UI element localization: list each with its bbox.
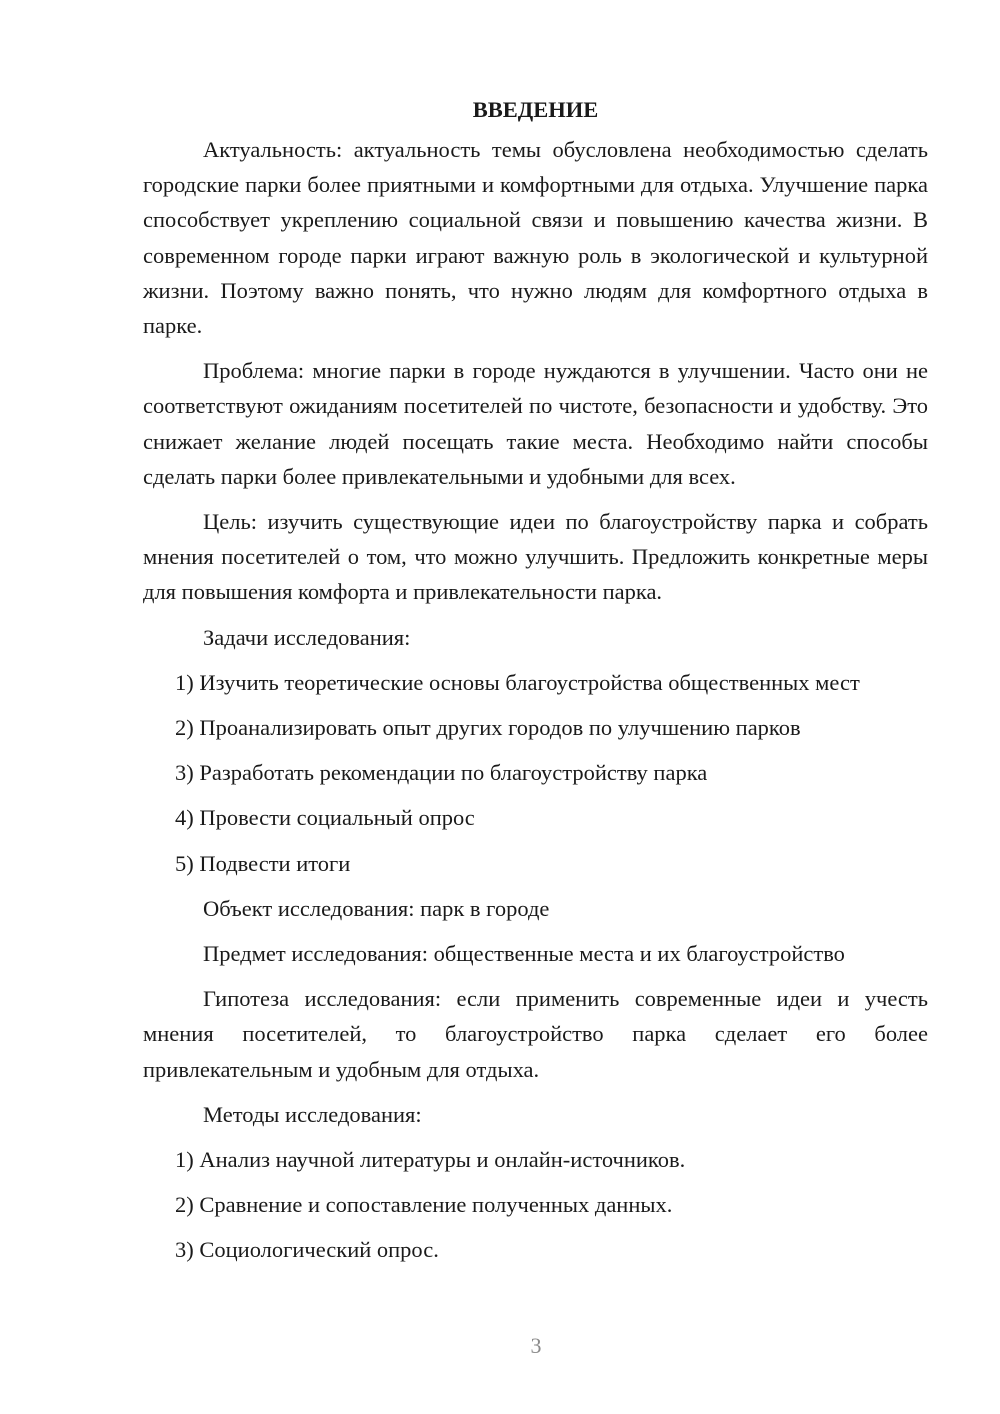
research-subject: Предмет исследования: общественные места и их благоустройство <box>203 941 845 967</box>
task-item: 3) Разработать рекомендации по благоустройству парка <box>175 760 708 786</box>
relevance-paragraph: Актуальность: актуальность темы обусловлена необходимостью сделать городские парки более приятными и комфортными для отдыха. Улучшение парка способствует укреплению социальной связи и повышению качества жизни. В современном городе парки играют важную роль в экологической и культурной жизни. Поэтому важно понять, что нужно людям для комфортного отдыха в парке. <box>143 137 928 339</box>
method-item: 2) Сравнение и сопоставление полученных данных. <box>175 1192 673 1218</box>
task-item: 1) Изучить теоретические основы благоустройства общественных мест <box>175 669 860 695</box>
methods-title: Методы исследования: <box>203 1101 422 1127</box>
hypothesis-paragraph: Гипотеза исследования: если применить современные идеи и учесть мнения посетителей, то благоустройство парка сделает его более привлекательным и удобным для отдыха. <box>143 986 928 1082</box>
task-item: 5) Подвести итоги <box>175 850 351 876</box>
task-item: 2) Проанализировать опыт других городов по улучшению парков <box>175 715 801 741</box>
problem-paragraph: Проблема: многие парки в городе нуждаются в улучшении. Часто они не соответствуют ожиданиям посетителей по чистоте, безопасности и удобству. Это снижает желание людей посещать такие места. Необходимо найти способы сделать парки более привлекательными и удобными для всех. <box>143 358 928 489</box>
tasks-list <box>143 665 928 881</box>
tasks-title: Задачи исследования: <box>203 624 411 650</box>
method-item: 3) Социологический опрос. <box>175 1237 439 1263</box>
section-heading: ВВЕДЕНИЕ <box>472 97 599 122</box>
method-item: 1) Анализ научной литературы и онлайн-источников. <box>175 1147 686 1173</box>
goal-paragraph: Цель: изучить существующие идеи по благоустройству парка и собрать мнения посетителей о том, что можно улучшить. Предложить конкретные меры для повышения комфорта и привлекательности парка. <box>143 509 928 605</box>
page-number: 3 <box>530 1333 542 1358</box>
task-item: 4) Провести социальный опрос <box>175 805 475 831</box>
research-object: Объект исследования: парк в городе <box>203 895 550 921</box>
document-page <box>143 92 928 1278</box>
methods-list <box>143 1142 928 1268</box>
